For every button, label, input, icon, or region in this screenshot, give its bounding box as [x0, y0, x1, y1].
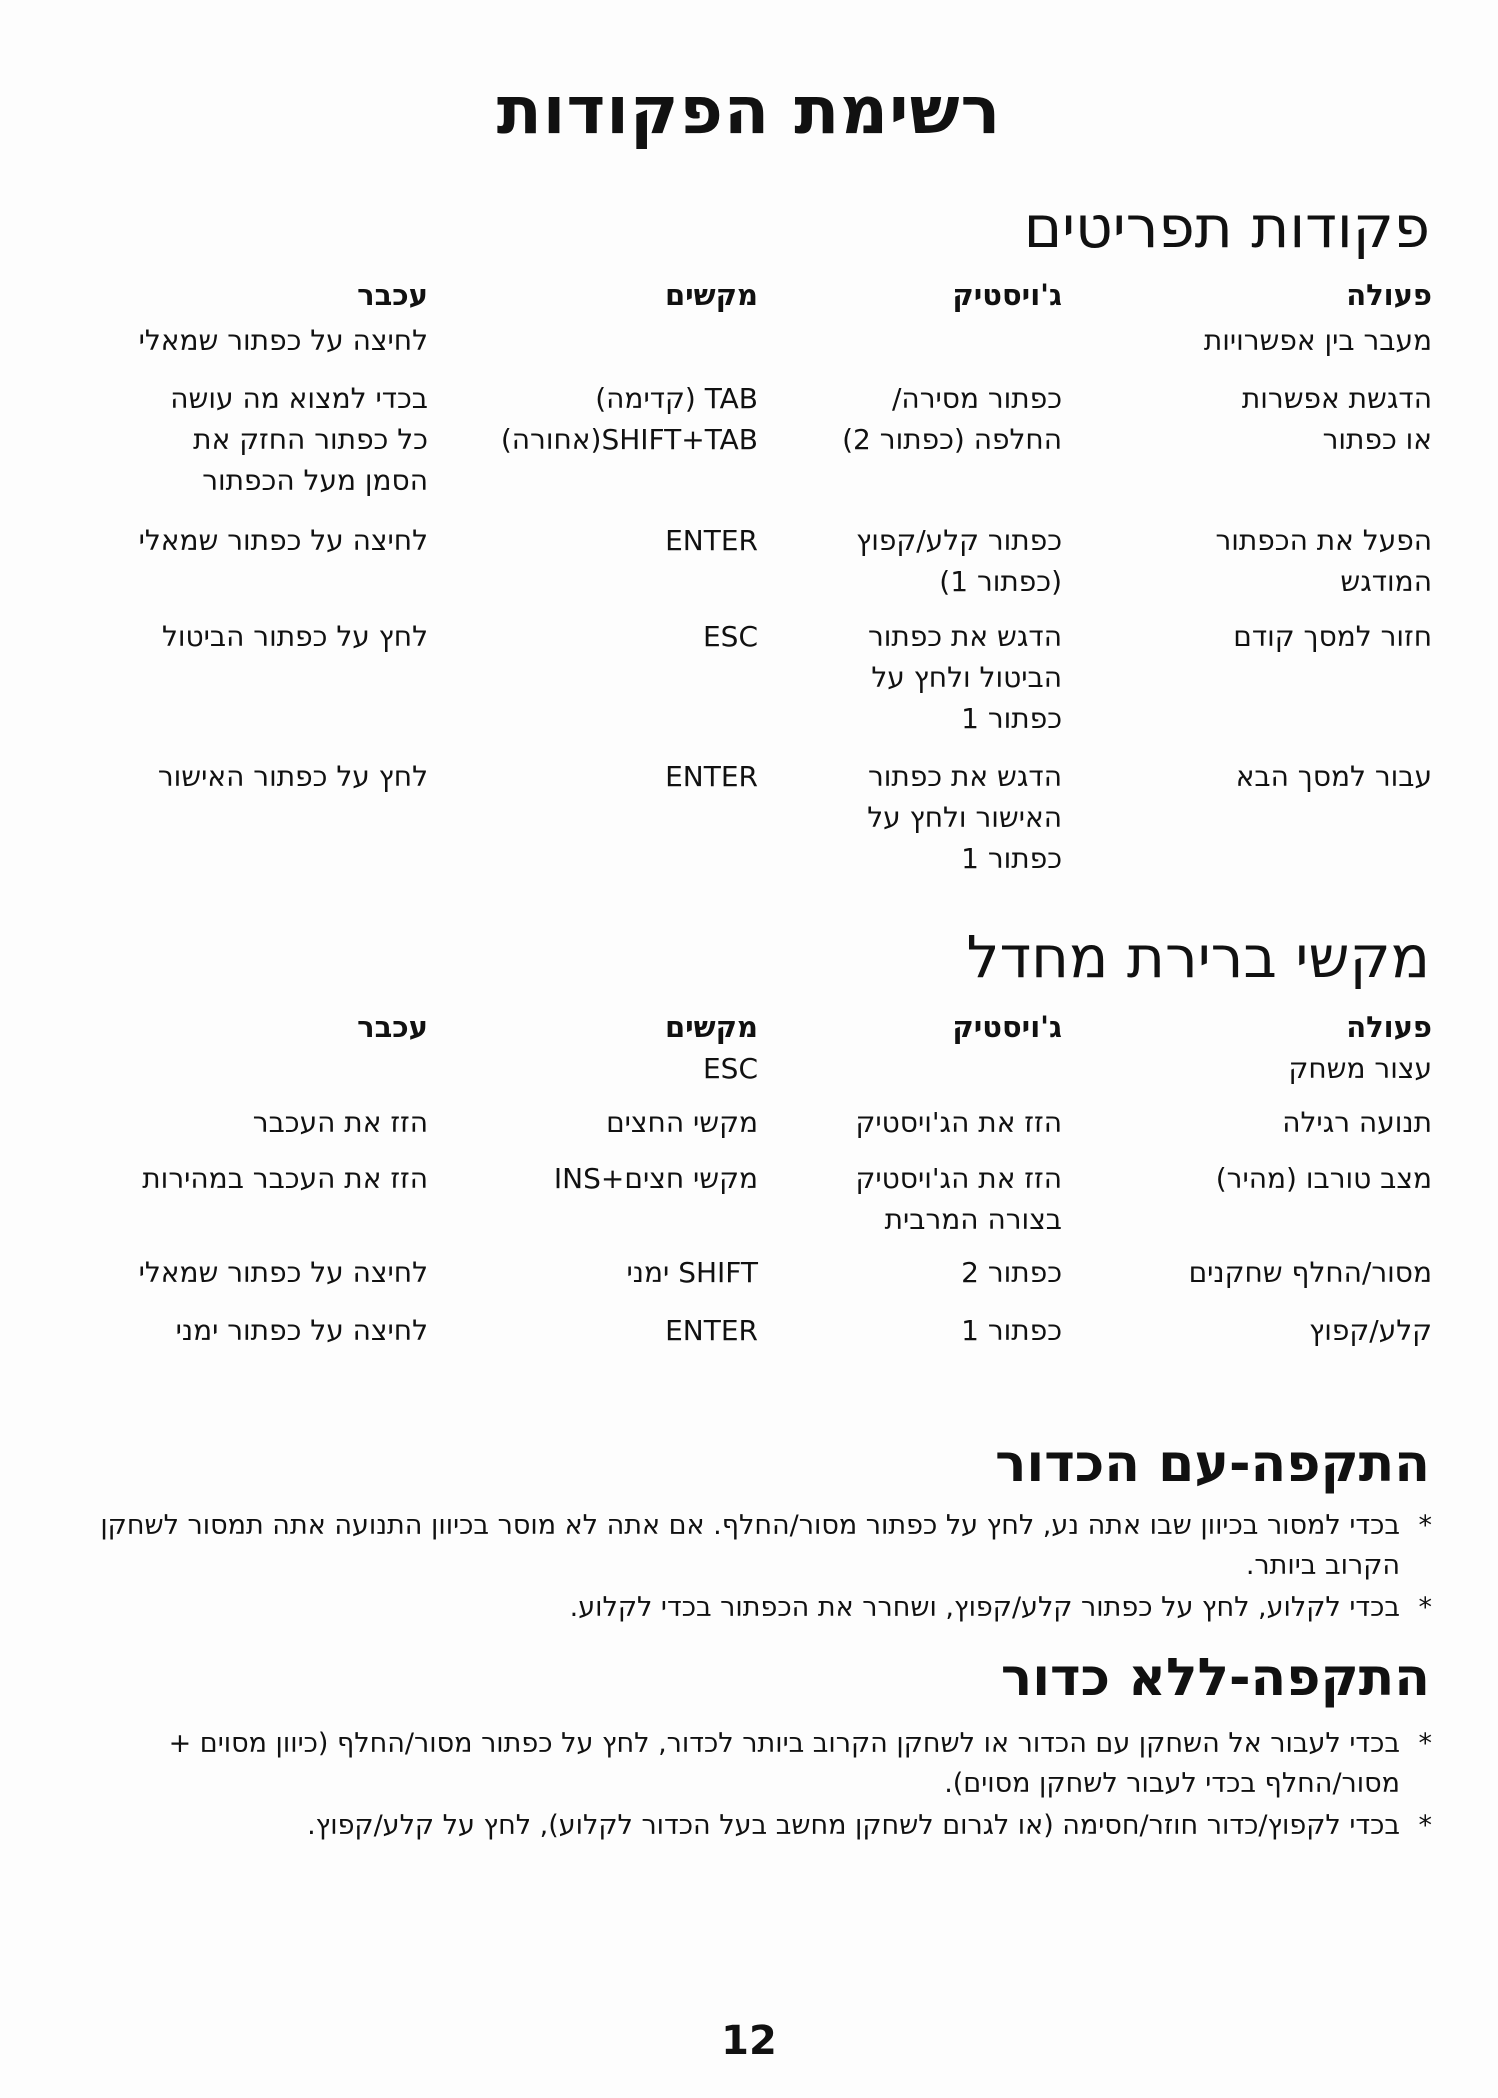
menu-section-title: פקודות תפריטים — [1023, 193, 1430, 261]
quick-row-4-mouse: לחיצה על כפתור שמאלי — [138, 1256, 428, 1289]
quick-row-1-keys: ESC — [702, 1052, 758, 1085]
menu-row-3-keys: ENTER — [665, 524, 758, 557]
quick-row-1-action: עצור משחק — [1288, 1052, 1432, 1085]
page-title: רשימת הפקודות — [496, 72, 1002, 149]
bullet-text: בכדי למסור בכיוון שבו אתה נע, לחץ על כפתור מסור/החלף. אם אתה לא מוסר בכיוון התנועה אתה תמסור לשחקן הקרוב ביותר. — [100, 1510, 1400, 1581]
attack-with-ball-bullet-1 — [72, 1506, 1432, 1586]
bullet-text: בכדי לעבור אל השחקן עם הכדור או לשחקן הקרוב ביותר לכדור, לחץ על כפתור מסור/החלף (כיוון מסוים + מסור/החלף בכדי לעבור לשחקן מסוים). — [168, 1728, 1400, 1799]
quick-header-keys: מקשים — [664, 1010, 758, 1044]
menu-row-5-action: עבור למסך הבא — [1235, 760, 1432, 793]
attack-with-ball-title: התקפה-עם הכדור — [995, 1434, 1430, 1494]
header-keys: מקשים — [664, 278, 758, 312]
attack-without-ball-bullet-1 — [72, 1724, 1432, 1804]
menu-row-5-keys: ENTER — [665, 760, 758, 793]
quick-row-3-joystick: הזז את הג'ויסטיק בצורה המרבית — [855, 1162, 1062, 1236]
bullet-star: * — [1418, 1592, 1432, 1623]
page-number: 12 — [721, 2018, 777, 2064]
menu-row-3-mouse: לחיצה על כפתור שמאלי — [138, 524, 428, 557]
quick-row-4-keys: SHIFT ימני — [626, 1256, 758, 1289]
attack-without-ball-title: התקפה-ללא כדור — [1000, 1648, 1430, 1708]
bullet-text: בכדי לקלוע, לחץ על כפתור קלע/קפוץ, ושחרר את הכפתור בכדי לקלוע. — [569, 1592, 1400, 1623]
quick-row-5-keys: ENTER — [665, 1314, 758, 1347]
bullet-star: * — [1418, 1728, 1432, 1759]
header-joystick: ג'ויסטיק — [952, 278, 1062, 312]
menu-row-2-mouse: בכדי למצוא מה עושה כל כפתור החזק את הסמן מעל הכפתור — [170, 382, 428, 497]
quick-header-joystick: ג'ויסטיק — [952, 1010, 1062, 1044]
menu-row-1-mouse: לחיצה על כפתור שמאלי — [138, 324, 428, 357]
quick-row-5-action: קלע/קפוץ — [1309, 1314, 1432, 1347]
menu-row-4-keys: ESC — [702, 620, 758, 653]
quick-row-4-action: מסור/החלף שחקנים — [1188, 1256, 1432, 1289]
menu-row-2-joystick: כפתור מסירה/ החלפה (כפתור 2) — [842, 382, 1062, 456]
quick-header-mouse: עכבר — [357, 1010, 428, 1044]
attack-without-ball-bullet-2 — [72, 1806, 1432, 1846]
quick-row-2-keys: מקשי החצים — [606, 1106, 758, 1139]
quick-row-3-keys: מקשי חצים+INS — [553, 1162, 758, 1195]
menu-row-5-mouse: לחץ על כפתור האישור — [157, 760, 428, 793]
quick-header-action: פעולה — [1346, 1010, 1432, 1044]
attack-with-ball-bullet-2 — [72, 1588, 1432, 1628]
menu-row-4-mouse: לחץ על כפתור הביטול — [161, 620, 428, 653]
menu-row-2-action: הדגשת אפשרות או כפתור — [1241, 382, 1432, 456]
menu-row-3-action: הפעל את הכפתור המודגש — [1215, 524, 1432, 598]
menu-row-4-action: חזור למסך קודם — [1233, 620, 1432, 653]
quick-row-3-mouse: הזז את העכבר במהירות — [142, 1162, 428, 1195]
header-action: פעולה — [1346, 278, 1432, 312]
quick-row-2-action: תנועה רגילה — [1282, 1106, 1432, 1139]
quick-row-4-joystick: כפתור 2 — [961, 1256, 1062, 1289]
bullet-text: בכדי לקפוץ/כדור חוזר/חסימה (או לגרום לשחקן מחשב בעל הכדור לקלוע), לחץ על קלע/קפוץ. — [307, 1810, 1400, 1841]
quick-row-2-joystick: הזז את הג'ויסטיק — [855, 1106, 1062, 1139]
bullet-star: * — [1418, 1510, 1432, 1541]
quick-row-2-mouse: הזז את העכבר — [252, 1106, 428, 1139]
header-mouse: עכבר — [357, 278, 428, 312]
quick-section-title: מקשי ברירת מחדל — [966, 923, 1430, 991]
quick-row-3-action: מצב טורבו (מהיר) — [1215, 1162, 1432, 1195]
menu-row-2-keys: TAB (קדימה) SHIFT+TAB(אחורה) — [500, 382, 758, 456]
menu-row-5-joystick: הדגש את כפתור האישור ולחץ על כפתור 1 — [867, 760, 1062, 875]
quick-row-5-joystick: כפתור 1 — [961, 1314, 1062, 1347]
menu-row-4-joystick: הדגש את כפתור הביטול ולחץ על כפתור 1 — [867, 620, 1062, 735]
bullet-star: * — [1418, 1810, 1432, 1841]
menu-row-3-joystick: כפתור קלע/קפוץ (כפתור 1) — [856, 524, 1062, 598]
quick-row-5-mouse: לחיצה על כפתור ימני — [175, 1314, 428, 1347]
menu-row-1-action: מעבר בין אפשרויות — [1203, 324, 1432, 357]
